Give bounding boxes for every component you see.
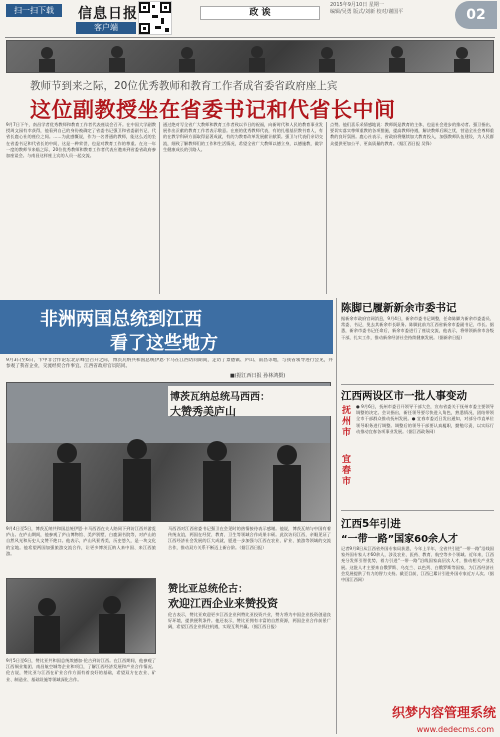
- lead-body-col1: 9月7日下午，南昌学者优秀教师和教育工作者代表座谈会召开。在中国大学副教授周文园有幸获得，他看到自己的身份被确定了省委书记强卫和省委副书记、代省长鹿心社的座位之间。……为此感慨说，作为一名普通的教师，能这么近的坐在省委书记和代省长的中间，这是一种荣誉，也是对教育工作的尊重。在这一年一度的教师节来临之际，20位优秀教师和教育工作者代表应邀来到省委省政府参加座谈会。与南昌这样座上宾的人员一起交流。: [6, 122, 156, 159]
- banner-line1: 非洲两国总统到江西: [40, 309, 202, 330]
- story1-body: 据新余市政府官网消息，9月4日，新余市委书记调整，任命陈脚为新余市委委员、常委、书记，免去其新余市长职务。陈脚此前为江西省新余市委副书记、市长。据悉，新余市委书记任命后，新余市委进行了座谈交流，他表示，将带领新余市各级干部，扎实工作，推动新余经济社会持续健康发展。（据新余日报）: [341, 316, 494, 340]
- masthead-divider: [5, 37, 495, 38]
- lead-body-col3: 点赞。他们喜乐采情感地说：教师既是教育的主体，也是社会进步的推动者。强卫指出，要切实落实尊师重教的各项措施，提高教师待遇，解决教师后顾之忧，营造全社会尊师重教的良好氛围。鹿心社表示，省政府将继续加大教育投入，加强教师队伍建设，为人民群众提供更加公平、更高质量的教育。（据江西日报 吴锋）: [330, 122, 494, 146]
- africa-intro: 9月3日至6日，卡中非合作论坛北京峰会召开之际，博茨瓦纳共和国总统伊恩·卡马在江西访问期间，走访了景德镇、庐山、南昌等地，与我省领导进行会见，并参观了我省企业，交流经贸合作事宜。江西省政府官员陪同。: [6, 358, 333, 370]
- story1-title[interactable]: 陈脚已履新新余市委书记: [341, 302, 457, 314]
- section2-photo-scene: [7, 579, 155, 653]
- section2-right-text: 伦古表示，赞比亚欢迎更多江西企业到赞比亚投资兴业，赞方将为中国企业投资创造良好环境，提供便利条件。他还表示，赞比亚拥有丰富的自然资源，两国企业合作前景广阔，希望江西企业抓住机遇，实现互利共赢。（据江西日报）: [168, 612, 331, 630]
- column-divider: [326, 122, 327, 294]
- section1-title-line2[interactable]: 大赞秀美庐山: [170, 405, 236, 418]
- qr-code-graphic: [139, 2, 171, 34]
- scan-download-label[interactable]: 扫一扫下载: [6, 4, 62, 17]
- section-label: 政 诶: [200, 6, 320, 20]
- lead-kicker: 教师节到来之际，20位优秀教师和教育工作者成省委省政府座上宾: [30, 80, 338, 92]
- story2-side-label-fuzhou: 抚州市: [342, 406, 352, 438]
- page-number: 02: [455, 1, 497, 29]
- story-divider: [341, 384, 494, 385]
- section2-title-box: [168, 580, 331, 610]
- newspaper-logo: 信息日报: [78, 6, 138, 22]
- right-column-divider: [336, 298, 337, 734]
- section1-right-text: 马西西对江西省委书记强卫在会见时的热情接待表示感谢。他说，博茨瓦纳与中国有着传统友谊，两国在经贸、教育、卫生等领域合作成果丰硕。此次访问江西，亲眼见证了江西经济社会发展的巨大成就，愿进一步加强与江西在农业、矿业、旅游等领域的交流合作，推动双方关系不断迈上新台阶。（据江西日报）: [168, 526, 331, 550]
- section2-title-line2[interactable]: 欢迎江西企业来赞投资: [168, 597, 278, 610]
- section2-photo: [6, 578, 156, 654]
- section2-left-text: 9月5日至6日，赞比亚共和国总统埃德加·伦古到访江西。在江西期间，他参观了江西铜业集团、南昌航空城等企业和项目，了解江西经济发展和产业合作情况。伦古说，赞比亚与江西在矿业合作方面有着良好的基础，希望双方在农业、矿业、制造业、基础设施等领域深化合作。: [6, 658, 156, 682]
- story2-side-label-yichun: 宜春市: [342, 455, 352, 487]
- story3-title-line1[interactable]: 江西5年引进: [341, 518, 401, 530]
- lead-photo: [6, 40, 494, 73]
- section1-title-line1: 博茨瓦纳总统马西西：: [170, 392, 270, 403]
- client-label[interactable]: 客户端: [76, 22, 136, 34]
- photo-caption: ■(据江西日报 孙林鸿摄): [230, 373, 286, 379]
- qr-code-icon[interactable]: [138, 1, 172, 35]
- lead-headline[interactable]: 这位副教授坐在省委书记和代省长中间: [30, 98, 396, 122]
- section1-left-text: 9月4日至5日，博茨瓦纳共和国总统伊恩·卡马西西在夫人陪同下到访江西并游览庐山。在庐山期间，他参观了庐山博物馆、美庐别墅、白鹿洞书院等，对庐山的自然风光和历史人文赞不绝口。他表示，庐山风景秀美，历史悠久，是一块文化的宝地。他希望两国加强旅游交流合作，让更多博茨瓦纳人来中国、来江西旅游。: [6, 526, 156, 556]
- lead-photo-people: [7, 41, 493, 72]
- section2-title-line1: 赞比亚总统伦古：: [168, 584, 248, 595]
- lead-body-col2: 通过绝对写全省广大教师和教育工作者致以节日的祝福，向新时代和人民的教育事业发展作出贡献的教育工作者表示敬意。在座的优秀教师代表，有的扎根基层教书育人，有的在教学科研方面取得显著成就，有的为教育改革发展献计献策。强卫与代表们亲切交流，细致了解教师们的工作和生活情况，希望全省广大教师以德立身，以德施教，做学生健康成长的引路人。: [163, 122, 323, 152]
- story-divider: [341, 510, 494, 511]
- watermark-logo: 织梦内容管理系统: [391, 706, 496, 721]
- story3-title-line2[interactable]: “一带一路”国家60余人才: [341, 534, 459, 545]
- feature-banner: [0, 300, 333, 354]
- banner-line2: 看了这些地方: [110, 333, 218, 354]
- section1-title-box: [168, 386, 331, 416]
- watermark-url[interactable]: www.dedecms.com: [416, 725, 494, 734]
- story2-title[interactable]: 江西两设区市一批人事变动: [341, 390, 467, 402]
- editor-credits: 编辑/吴勇 版式/刘新 校对/谢国平: [330, 9, 404, 15]
- dateline: [330, 2, 403, 16]
- issue-date: 2015年9月10日 星期一: [330, 2, 384, 8]
- story3-body: 记者9月8日从江西省外国专家局获悉，今年上半年，全省共引进“一带一路”沿线国家外国专家人才60余人，涉及农业、医药、教育、航空等多个领域。近年来，江西充分发挥引智优势，着力引进“一带一路”沿线国家高层次人才，推动相关产业发展。这批人才主要来自俄罗斯、乌克兰、以色列、白俄罗斯等国家，为江西经济社会发展提供了有力的智力支持。截至目前，江西已累计引进外国专家近万人次。（据中国江西网）: [341, 546, 494, 583]
- column-divider: [159, 122, 160, 294]
- story2-body: ● 9月6日，抚州市委召开领导干部大会，宣布省委关于抚州市委主要领导调整的决定。会议指出，新任领导要尽快进入角色，熟悉情况，团结带领全市干部群众推动抚州发展。● 宜春市委近日发出通知，对部分市直单位领导职务进行调整。调整后的领导干部要认真履职，勤勉尽责，以实际行动推动宜春各项事业发展。（据江西政务网）: [356, 404, 494, 434]
